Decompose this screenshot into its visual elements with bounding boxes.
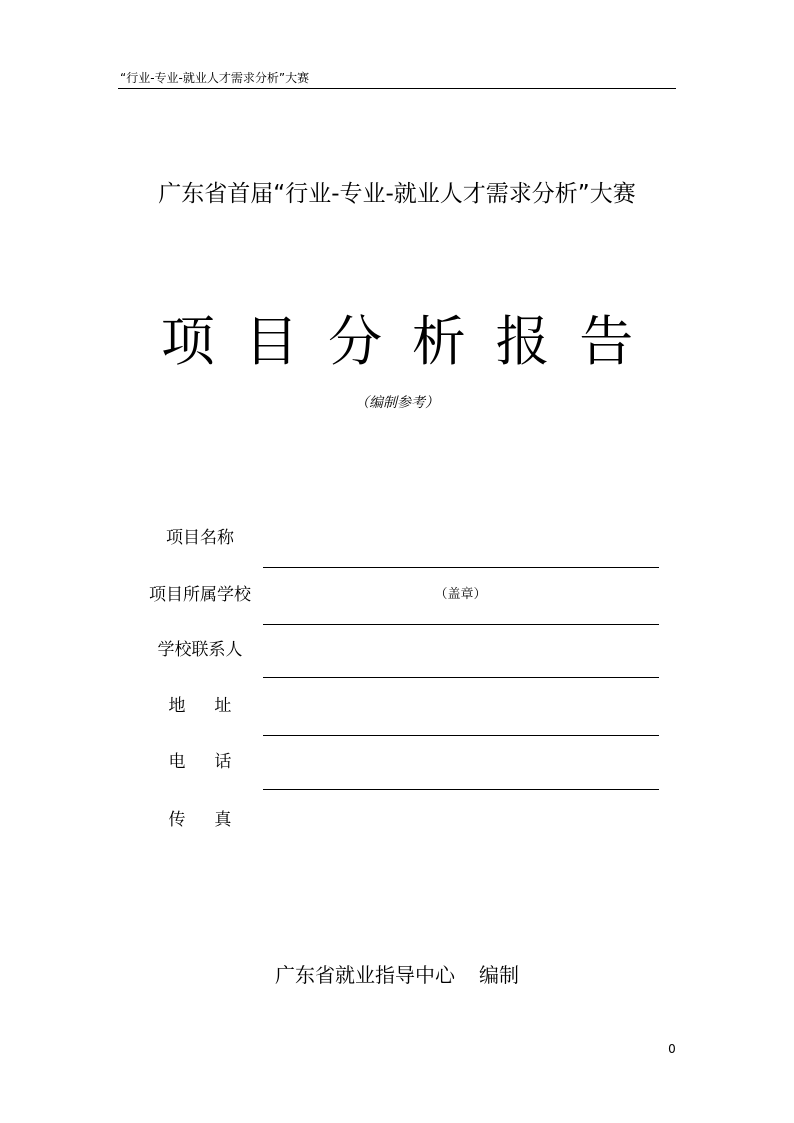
address-label: 地址 (168, 696, 261, 716)
header-divider (118, 88, 676, 89)
running-header-title: “行业-专业-就业人才需求分析”大赛 (120, 71, 310, 85)
address-field-line (263, 735, 659, 736)
fax-label: 传真 (168, 810, 261, 830)
phone-field-line (263, 789, 659, 790)
form-row-project-name (130, 523, 670, 553)
compiler-organization: 广东省就业指导中心 (275, 963, 455, 987)
project-name-field-line (263, 567, 659, 568)
form-row-contact (130, 635, 670, 665)
compiled-by-label: 编制 (479, 963, 519, 987)
school-seal-note: （盖章） (434, 587, 487, 602)
report-subtitle: （编制参考） (355, 395, 439, 411)
school-field-line (263, 624, 659, 625)
page-number: 0 (668, 1042, 676, 1056)
contact-field-line (263, 677, 659, 678)
phone-label: 电话 (168, 752, 261, 772)
form-row-phone (130, 747, 670, 777)
contest-title: 广东省首届“行业-专业-就业人才需求分析”大赛 (158, 181, 636, 207)
form-row-fax (130, 805, 670, 835)
form-row-address (130, 691, 670, 721)
compiler-line (0, 958, 794, 992)
report-title: 项目分析报告 (160, 310, 663, 373)
project-name-label: 项目名称 (166, 528, 234, 548)
form-row-school (130, 580, 670, 610)
contact-label: 学校联系人 (157, 640, 243, 660)
school-label: 项目所属学校 (149, 585, 251, 605)
